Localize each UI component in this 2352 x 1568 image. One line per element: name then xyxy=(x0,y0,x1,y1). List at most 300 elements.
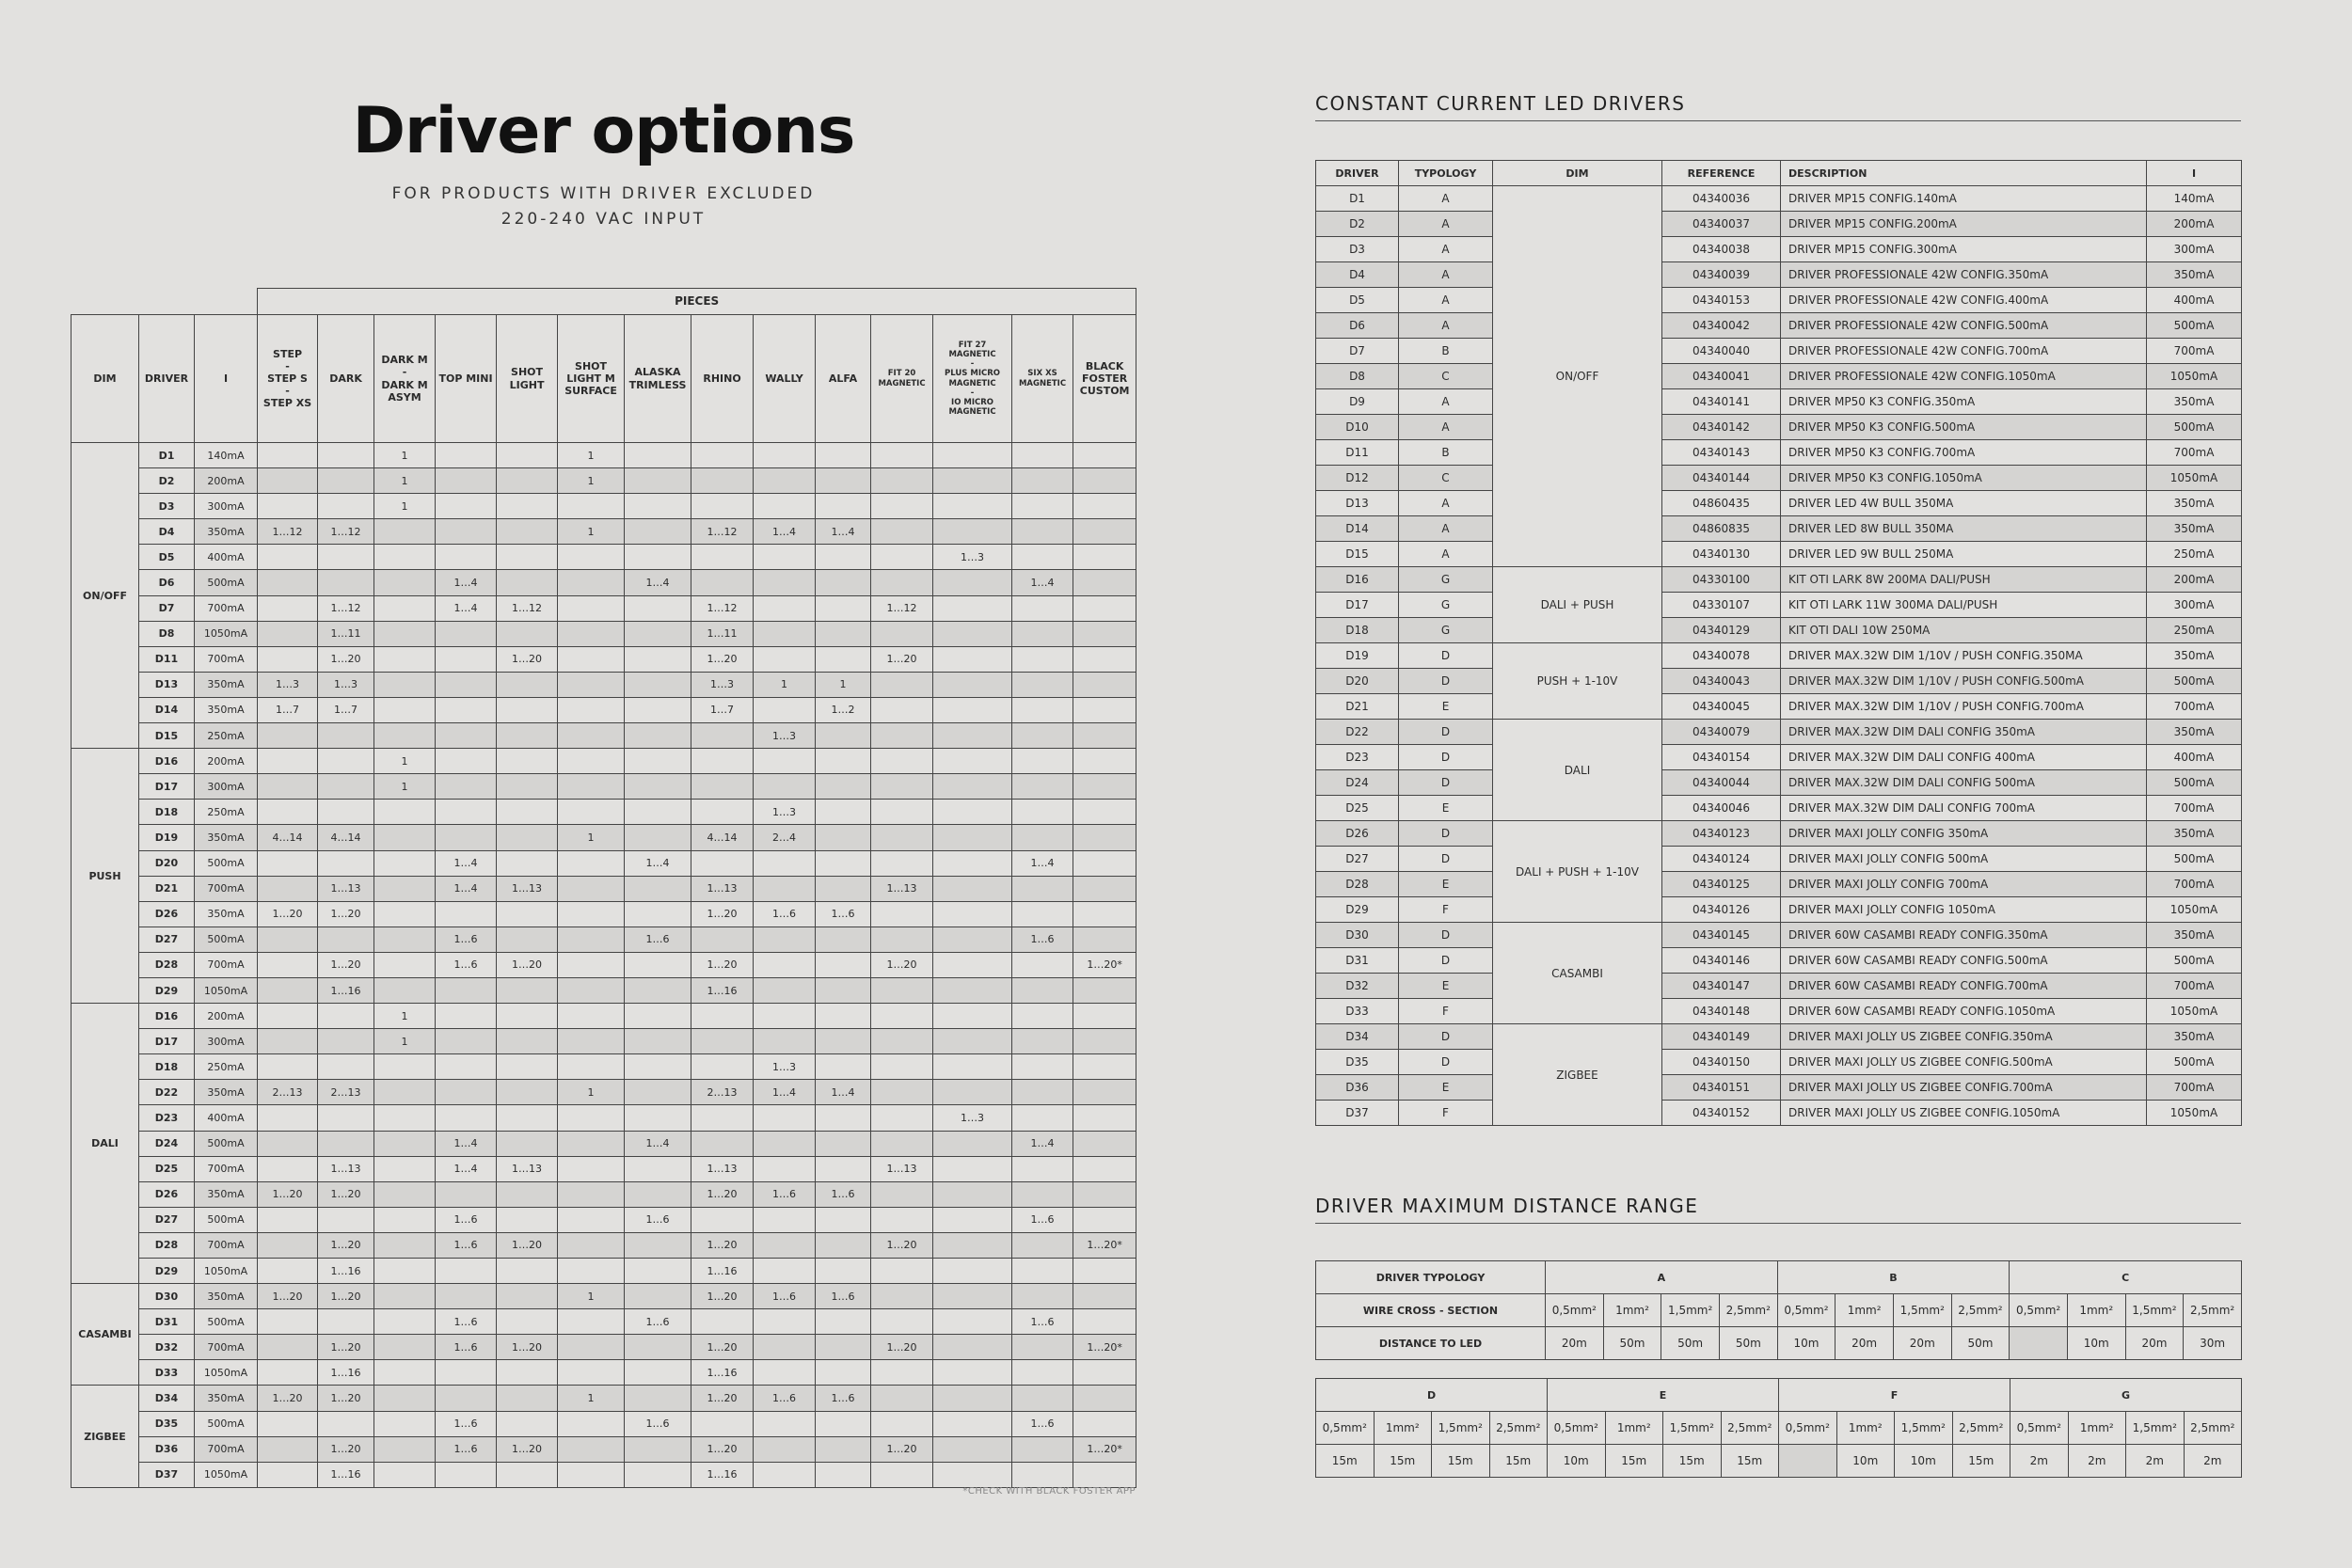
driver-code: D23 xyxy=(139,1105,195,1131)
pieces-cell xyxy=(933,595,1012,621)
pieces-cell: 1…6 xyxy=(1012,1411,1073,1436)
pieces-cell xyxy=(933,723,1012,749)
current-value: 700mA xyxy=(195,1335,258,1360)
distance-value: 20m xyxy=(1836,1327,1894,1360)
pieces-cell xyxy=(374,1207,436,1232)
cc-typology: A xyxy=(1399,212,1493,237)
cc-typology: F xyxy=(1399,1101,1493,1126)
cc-driver: D11 xyxy=(1316,440,1399,466)
cc-description: DRIVER MP15 CONFIG.200mA xyxy=(1781,212,2147,237)
pieces-cell xyxy=(558,646,625,672)
pieces-cell xyxy=(1073,1029,1136,1054)
cc-current: 700mA xyxy=(2147,872,2242,897)
cc-current: 350mA xyxy=(2147,923,2242,948)
range-row-typology xyxy=(1316,1379,2242,1412)
col-header-dim: DIM xyxy=(72,315,139,443)
pieces-cell: 1 xyxy=(558,468,625,494)
pieces-cell xyxy=(436,723,497,749)
pieces-cell xyxy=(625,825,691,850)
pieces-cell xyxy=(436,1080,497,1105)
pieces-cell xyxy=(258,468,318,494)
pieces-cell: 1…13 xyxy=(871,876,933,901)
pieces-cell: 1…3 xyxy=(754,723,816,749)
pieces-cell xyxy=(558,1131,625,1156)
cc-current: 700mA xyxy=(2147,694,2242,720)
pieces-cell: 1…3 xyxy=(691,672,754,697)
table-row xyxy=(1316,440,2242,466)
pieces-cell xyxy=(1012,595,1073,621)
current-value: 200mA xyxy=(195,468,258,494)
pieces-cell xyxy=(933,443,1012,468)
table-row xyxy=(72,1284,1136,1309)
pieces-cell xyxy=(558,1259,625,1284)
pieces-cell: 1 xyxy=(558,825,625,850)
pieces-cell xyxy=(374,1259,436,1284)
pieces-cell xyxy=(871,901,933,927)
pieces-cell xyxy=(754,927,816,952)
cc-driver: D34 xyxy=(1316,1024,1399,1050)
pieces-cell: 1…4 xyxy=(436,570,497,595)
pieces-cell xyxy=(625,1181,691,1207)
pieces-cell xyxy=(374,952,436,977)
table-row xyxy=(72,1411,1136,1436)
pieces-cell xyxy=(1012,901,1073,927)
pieces-cell xyxy=(691,1411,754,1436)
driver-code: D1 xyxy=(139,443,195,468)
pieces-cell: 1…3 xyxy=(933,545,1012,570)
driver-code: D2 xyxy=(139,468,195,494)
dim-group-4: ZIGBEE xyxy=(72,1386,139,1487)
pieces-cell xyxy=(558,1004,625,1029)
pieces-cell: 1…6 xyxy=(1012,927,1073,952)
pieces-cell xyxy=(1012,519,1073,545)
pieces-cell: 1…6 xyxy=(754,1386,816,1411)
pieces-cell xyxy=(1012,825,1073,850)
cc-reference: 04340152 xyxy=(1662,1101,1781,1126)
pieces-cell xyxy=(691,800,754,825)
pieces-cell xyxy=(318,1029,374,1054)
pieces-cell xyxy=(933,1335,1012,1360)
table-row xyxy=(72,519,1136,545)
pieces-cell xyxy=(816,1335,871,1360)
pieces-cell xyxy=(374,901,436,927)
pieces-cell xyxy=(625,1080,691,1105)
cc-typology: D xyxy=(1399,720,1493,745)
pieces-cell: 1 xyxy=(558,1386,625,1411)
driver-code: D3 xyxy=(139,494,195,519)
cc-current: 200mA xyxy=(2147,567,2242,593)
pieces-cell xyxy=(436,697,497,722)
cc-description: DRIVER MP15 CONFIG.300mA xyxy=(1781,237,2147,262)
cc-description: DRIVER PROFESSIONALE 42W CONFIG.700mA xyxy=(1781,339,2147,364)
pieces-cell xyxy=(625,468,691,494)
pieces-cell xyxy=(374,1181,436,1207)
cc-typology: D xyxy=(1399,1050,1493,1075)
pieces-cell xyxy=(933,1131,1012,1156)
pieces-cell: 1…4 xyxy=(625,1131,691,1156)
pieces-cell xyxy=(816,952,871,977)
pieces-cell xyxy=(816,1054,871,1080)
pieces-cell: 1…4 xyxy=(436,876,497,901)
cc-reference: 04340040 xyxy=(1662,339,1781,364)
driver-code: D16 xyxy=(139,749,195,774)
pieces-cell xyxy=(816,774,871,800)
typology-G: G xyxy=(2010,1379,2242,1412)
pieces-cell xyxy=(436,749,497,774)
pieces-cell xyxy=(258,1309,318,1335)
pieces-cell xyxy=(625,749,691,774)
pieces-cell: 1 xyxy=(558,443,625,468)
pieces-cell: 1…6 xyxy=(436,1411,497,1436)
table-row xyxy=(72,1386,1136,1411)
pieces-cell xyxy=(1073,595,1136,621)
pieces-cell xyxy=(258,570,318,595)
cc-description: DRIVER PROFESSIONALE 42W CONFIG.500mA xyxy=(1781,313,2147,339)
current-value: 1050mA xyxy=(195,977,258,1003)
table-row xyxy=(72,825,1136,850)
cc-typology: A xyxy=(1399,415,1493,440)
pieces-cell xyxy=(625,697,691,722)
pieces-cell xyxy=(754,952,816,977)
current-value: 500mA xyxy=(195,927,258,952)
pieces-cell xyxy=(933,800,1012,825)
current-value: 500mA xyxy=(195,1411,258,1436)
cc-current: 500mA xyxy=(2147,948,2242,974)
pieces-cell xyxy=(1073,697,1136,722)
pieces-cell xyxy=(374,977,436,1003)
pieces-cell: 1 xyxy=(374,494,436,519)
distance-value: 15m xyxy=(1432,1445,1490,1478)
cc-current: 700mA xyxy=(2147,1075,2242,1101)
cc-current: 700mA xyxy=(2147,339,2242,364)
pieces-cell: 2…13 xyxy=(318,1080,374,1105)
pieces-cell xyxy=(691,723,754,749)
cc-driver: D25 xyxy=(1316,796,1399,821)
pieces-cell xyxy=(754,977,816,1003)
cc-typology: D xyxy=(1399,923,1493,948)
table-row xyxy=(1316,186,2242,212)
pieces-cell: 1…4 xyxy=(754,1080,816,1105)
pieces-cell xyxy=(374,1284,436,1309)
pieces-cell xyxy=(497,1360,558,1386)
cc-typology: E xyxy=(1399,796,1493,821)
cc-driver: D37 xyxy=(1316,1101,1399,1126)
cc-dim-group: ON/OFF xyxy=(1493,186,1662,567)
current-value: 1050mA xyxy=(195,1462,258,1487)
driver-code: D14 xyxy=(139,697,195,722)
pieces-cell xyxy=(625,443,691,468)
table-row xyxy=(72,850,1136,876)
pieces-cell xyxy=(436,901,497,927)
pieces-cell: 1…20 xyxy=(497,646,558,672)
cc-driver: D21 xyxy=(1316,694,1399,720)
pieces-cell: 1…13 xyxy=(691,1156,754,1181)
pieces-cell: 1…20* xyxy=(1073,952,1136,977)
current-value: 700mA xyxy=(195,1232,258,1258)
pieces-cell xyxy=(374,1436,436,1462)
cc-reference: 04340039 xyxy=(1662,262,1781,288)
pieces-cell xyxy=(933,570,1012,595)
pieces-cell xyxy=(436,545,497,570)
table-row xyxy=(72,952,1136,977)
table-row xyxy=(1316,770,2242,796)
pieces-cell xyxy=(871,723,933,749)
current-value: 400mA xyxy=(195,545,258,570)
pieces-cell xyxy=(1012,952,1073,977)
pieces-cell xyxy=(754,1462,816,1487)
pieces-cell xyxy=(754,876,816,901)
table-row xyxy=(72,1131,1136,1156)
pieces-cell xyxy=(933,621,1012,646)
col-header-sixxs: SIX XS MAGNETIC xyxy=(1012,315,1073,443)
pieces-cell: 1…6 xyxy=(625,927,691,952)
wire-section: 1,5mm² xyxy=(1432,1412,1490,1445)
cc-typology: D xyxy=(1399,745,1493,770)
pieces-cell xyxy=(933,519,1012,545)
pieces-cell: 1…2 xyxy=(816,697,871,722)
cc-typology: G xyxy=(1399,593,1493,618)
pieces-cell xyxy=(754,545,816,570)
current-value: 500mA xyxy=(195,1131,258,1156)
pieces-cell: 1…13 xyxy=(497,876,558,901)
wire-section: 1,5mm² xyxy=(2125,1294,2184,1327)
pieces-cell xyxy=(558,1029,625,1054)
pieces-cell xyxy=(1012,443,1073,468)
pieces-cell: 1…6 xyxy=(816,1284,871,1309)
driver-code: D8 xyxy=(139,621,195,646)
table-row xyxy=(1316,872,2242,897)
cc-typology: E xyxy=(1399,694,1493,720)
pieces-cell xyxy=(558,494,625,519)
cc-current: 700mA xyxy=(2147,974,2242,999)
pieces-cell xyxy=(436,1462,497,1487)
pieces-cell xyxy=(816,1462,871,1487)
pieces-cell xyxy=(625,1054,691,1080)
pieces-cell xyxy=(558,850,625,876)
table-row xyxy=(72,494,1136,519)
cc-current: 400mA xyxy=(2147,288,2242,313)
pieces-cell: 1…20 xyxy=(871,646,933,672)
pieces-cell: 1…13 xyxy=(318,876,374,901)
pieces-cell: 1…7 xyxy=(691,697,754,722)
cc-description: KIT OTI LARK 11W 300MA DALI/PUSH xyxy=(1781,593,2147,618)
current-value: 200mA xyxy=(195,749,258,774)
table-row xyxy=(72,1259,1136,1284)
cc-driver: D32 xyxy=(1316,974,1399,999)
pieces-cell xyxy=(754,1360,816,1386)
cc-driver: D20 xyxy=(1316,669,1399,694)
pieces-cell: 1…4 xyxy=(625,850,691,876)
pieces-cell xyxy=(816,494,871,519)
pieces-cell xyxy=(871,1054,933,1080)
cc-driver: D2 xyxy=(1316,212,1399,237)
cc-reference: 04340145 xyxy=(1662,923,1781,948)
pieces-cell xyxy=(1073,468,1136,494)
pieces-cell xyxy=(754,697,816,722)
cc-current: 500mA xyxy=(2147,313,2242,339)
cc-driver: D12 xyxy=(1316,466,1399,491)
pieces-cell xyxy=(933,672,1012,697)
typology-F: F xyxy=(1779,1379,2010,1412)
table-row xyxy=(1316,491,2242,516)
pieces-cell: 1…20 xyxy=(691,1386,754,1411)
cc-description: DRIVER MAX.32W DIM DALI CONFIG 400mA xyxy=(1781,745,2147,770)
pieces-cell xyxy=(933,494,1012,519)
pieces-cell xyxy=(1012,977,1073,1003)
pieces-cell xyxy=(1012,1259,1073,1284)
typology-E: E xyxy=(1548,1379,1779,1412)
pieces-cell xyxy=(558,1335,625,1360)
dim-group-2: DALI xyxy=(72,1004,139,1284)
current-value: 140mA xyxy=(195,443,258,468)
pieces-cell: 1…6 xyxy=(816,1386,871,1411)
cc-reference: 04340042 xyxy=(1662,313,1781,339)
cc-description: DRIVER MAXI JOLLY CONFIG 500mA xyxy=(1781,847,2147,872)
pieces-cell: 1…4 xyxy=(1012,1131,1073,1156)
pieces-cell xyxy=(497,1207,558,1232)
cc-typology: E xyxy=(1399,872,1493,897)
pieces-cell xyxy=(497,1131,558,1156)
table-row xyxy=(72,977,1136,1003)
pieces-cell xyxy=(1073,1284,1136,1309)
pieces-cell xyxy=(374,1156,436,1181)
pieces-cell xyxy=(258,1156,318,1181)
pieces-cell xyxy=(816,1309,871,1335)
cc-reference: 04340142 xyxy=(1662,415,1781,440)
cc-dim-group: DALI + PUSH + 1-10V xyxy=(1493,821,1662,923)
pieces-cell xyxy=(258,545,318,570)
distance-range-title: DRIVER MAXIMUM DISTANCE RANGE xyxy=(1315,1195,2241,1224)
driver-code: D35 xyxy=(139,1411,195,1436)
pieces-cell: 1…20 xyxy=(318,1284,374,1309)
pieces-cell xyxy=(497,927,558,952)
pieces-cell xyxy=(625,1259,691,1284)
distance-value: 50m xyxy=(1661,1327,1720,1360)
pieces-cell: 1…6 xyxy=(1012,1207,1073,1232)
pieces-cell xyxy=(816,749,871,774)
pieces-cell xyxy=(816,570,871,595)
pieces-cell xyxy=(318,723,374,749)
pieces-cell xyxy=(258,1054,318,1080)
cc-current: 500mA xyxy=(2147,847,2242,872)
pieces-cell: 1…20 xyxy=(258,1386,318,1411)
pieces-cell xyxy=(871,1080,933,1105)
pieces-cell xyxy=(374,519,436,545)
pieces-cell xyxy=(318,1309,374,1335)
table-row xyxy=(1316,694,2242,720)
cc-reference: 04330107 xyxy=(1662,593,1781,618)
pieces-cell xyxy=(258,774,318,800)
driver-code: D27 xyxy=(139,927,195,952)
pieces-cell: 1…13 xyxy=(497,1156,558,1181)
driver-code: D15 xyxy=(139,723,195,749)
pieces-cell xyxy=(558,570,625,595)
wire-section: 0,5mm² xyxy=(1779,1412,1837,1445)
wire-section: 1,5mm² xyxy=(1663,1412,1722,1445)
pieces-cell: 1…20 xyxy=(691,1335,754,1360)
cc-description: DRIVER MP50 K3 CONFIG.500mA xyxy=(1781,415,2147,440)
pieces-cell xyxy=(1012,1080,1073,1105)
cc-current: 350mA xyxy=(2147,720,2242,745)
pieces-cell xyxy=(625,494,691,519)
pieces-cell xyxy=(374,1360,436,1386)
pieces-cell xyxy=(1012,1232,1073,1258)
cc-driver: D35 xyxy=(1316,1050,1399,1075)
pieces-cell xyxy=(691,1029,754,1054)
cc-reference: 04340036 xyxy=(1662,186,1781,212)
pieces-cell: 1…20 xyxy=(318,1335,374,1360)
wire-section: 0,5mm² xyxy=(1548,1412,1606,1445)
pieces-cell xyxy=(497,443,558,468)
pieces-cell xyxy=(816,621,871,646)
pieces-cell xyxy=(497,1309,558,1335)
wire-section: 1mm² xyxy=(1605,1412,1663,1445)
cc-typology: D xyxy=(1399,821,1493,847)
pieces-cell xyxy=(1012,800,1073,825)
cc-driver: D29 xyxy=(1316,897,1399,923)
pieces-cell xyxy=(436,1004,497,1029)
pieces-cell: 1…20 xyxy=(258,901,318,927)
cc-reference: 04340129 xyxy=(1662,618,1781,643)
pieces-cell xyxy=(816,595,871,621)
pieces-cell xyxy=(1073,800,1136,825)
cc-typology: C xyxy=(1399,364,1493,389)
pieces-cell xyxy=(816,1105,871,1131)
distance-value: 30m xyxy=(2184,1327,2242,1360)
pieces-cell xyxy=(625,621,691,646)
pieces-cell xyxy=(318,468,374,494)
pieces-cell xyxy=(1012,621,1073,646)
pieces-cell: 1…20 xyxy=(691,1284,754,1309)
cc-driver: D1 xyxy=(1316,186,1399,212)
pieces-cell xyxy=(258,1207,318,1232)
driver-code: D18 xyxy=(139,800,195,825)
cc-typology: B xyxy=(1399,339,1493,364)
pieces-cell: 1…3 xyxy=(754,1054,816,1080)
cc-reference: 04340079 xyxy=(1662,720,1781,745)
driver-code: D33 xyxy=(139,1360,195,1386)
table-row xyxy=(72,1232,1136,1258)
driver-code: D22 xyxy=(139,1080,195,1105)
pieces-cell xyxy=(625,1386,691,1411)
pieces-cell xyxy=(933,697,1012,722)
pieces-cell xyxy=(754,621,816,646)
pieces-cell xyxy=(691,494,754,519)
subtitle-vac-input: 220-240 VAC INPUT xyxy=(501,210,707,229)
pieces-cell xyxy=(318,1105,374,1131)
pieces-cell xyxy=(625,1105,691,1131)
table-row xyxy=(72,901,1136,927)
col-header-i: I xyxy=(195,315,258,443)
pieces-cell: 1…3 xyxy=(754,800,816,825)
pieces-cell xyxy=(318,774,374,800)
range-label-typology: DRIVER TYPOLOGY xyxy=(1316,1261,1546,1294)
cc-description: DRIVER MP50 K3 CONFIG.700mA xyxy=(1781,440,2147,466)
pieces-cell xyxy=(1012,1181,1073,1207)
pieces-cell xyxy=(754,1335,816,1360)
cc-typology: G xyxy=(1399,618,1493,643)
pieces-cell xyxy=(497,1411,558,1436)
pieces-cell: 1…20 xyxy=(691,1232,754,1258)
pieces-cell xyxy=(374,876,436,901)
table-row xyxy=(1316,542,2242,567)
cc-driver: D7 xyxy=(1316,339,1399,364)
pieces-cell: 1…20* xyxy=(1073,1335,1136,1360)
pieces-cell xyxy=(374,1232,436,1258)
cc-current: 700mA xyxy=(2147,796,2242,821)
distance-value: 2m xyxy=(2184,1445,2242,1478)
distance-value: 50m xyxy=(1951,1327,2010,1360)
